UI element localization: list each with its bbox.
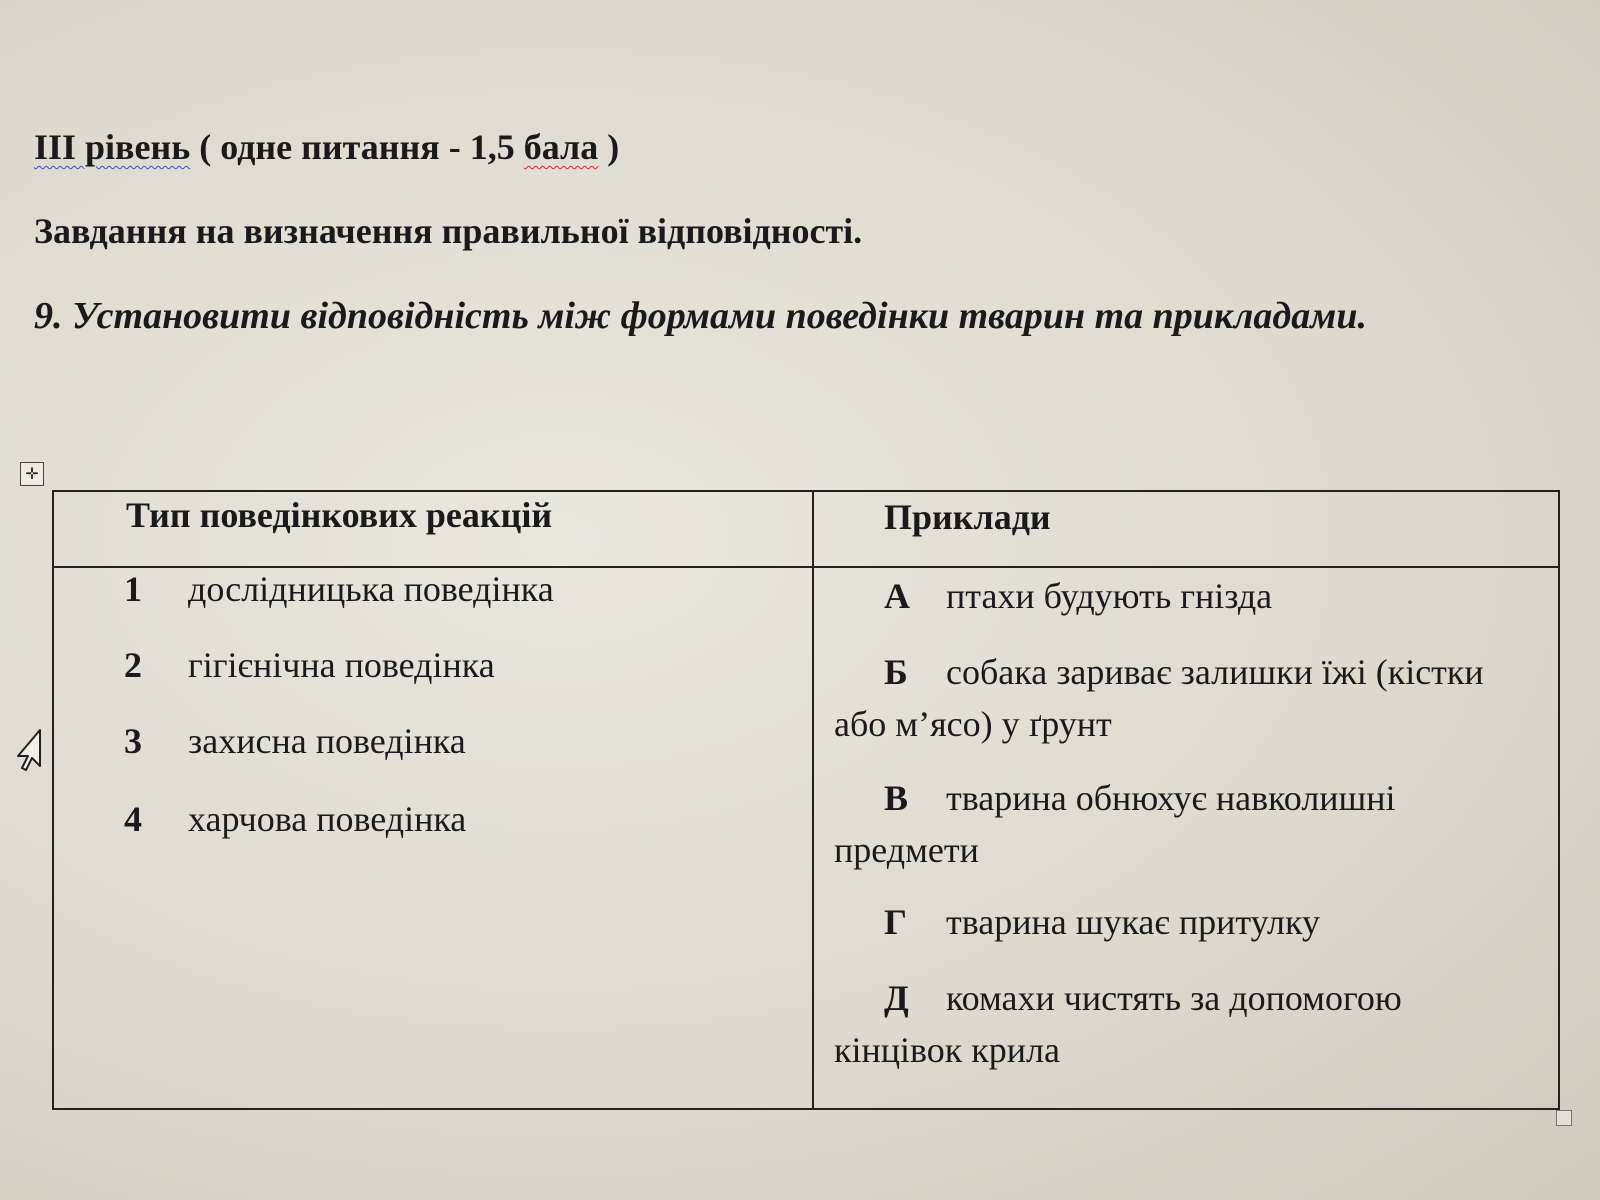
right-item-letter: В — [884, 778, 909, 818]
left-item-number: 1 — [124, 569, 142, 609]
question-text: 9. Установити відповідність між формами поведінки тварин та прикладами. — [34, 295, 1367, 337]
left-item — [124, 720, 466, 762]
level-heading — [34, 126, 619, 168]
column-divider — [812, 492, 814, 1108]
right-item-letter: Д — [884, 978, 909, 1018]
left-item — [124, 568, 554, 610]
left-item-text: харчова поведінка — [188, 799, 467, 839]
mouse-cursor-icon — [12, 726, 48, 774]
level-note-open: ( одне питання - 1,5 — [190, 127, 524, 167]
col1-header: Тип поведінкових реакцій — [126, 495, 553, 535]
right-item-letter: Г — [884, 902, 907, 942]
right-item-letter: А — [884, 576, 910, 616]
level-note-bala: бала — [523, 127, 599, 167]
col2-header: Приклади — [884, 497, 1051, 537]
right-item-text: собака зариває залишки їжі (кістки або м’ясо) у ґрунт — [834, 652, 1484, 744]
left-item-text: гігієнічна поведінка — [188, 645, 495, 685]
left-item-text: захисна поведінка — [188, 721, 466, 761]
right-item-letter: Б — [884, 652, 908, 692]
right-item — [834, 972, 1524, 1076]
right-item — [834, 646, 1524, 750]
left-item — [124, 644, 495, 686]
table-resize-handle[interactable] — [1556, 1110, 1572, 1126]
left-item-number: 4 — [124, 799, 142, 839]
move-handle-icon[interactable]: ✛ — [20, 462, 44, 486]
right-item — [834, 570, 1524, 622]
left-item-number: 2 — [124, 645, 142, 685]
right-item-text: тварина обнюхує навколишні предмети — [834, 778, 1396, 870]
right-item-text: комахи чистять за допомогою кінцівок крила — [834, 978, 1402, 1070]
matching-table — [52, 490, 1560, 1110]
right-item — [834, 772, 1524, 876]
right-item-text: тварина шукає притулку — [946, 902, 1320, 942]
left-item-text: дослідницька поведінка — [188, 569, 554, 609]
level-label: III рівень — [34, 127, 191, 167]
left-item-number: 3 — [124, 721, 142, 761]
task-intro: Завдання на визначення правильної відповідності. — [34, 211, 863, 251]
left-item — [124, 798, 466, 840]
right-item-text: птахи будують гнізда — [946, 576, 1273, 616]
right-item — [834, 896, 1524, 948]
level-note-close: ) — [598, 127, 620, 167]
